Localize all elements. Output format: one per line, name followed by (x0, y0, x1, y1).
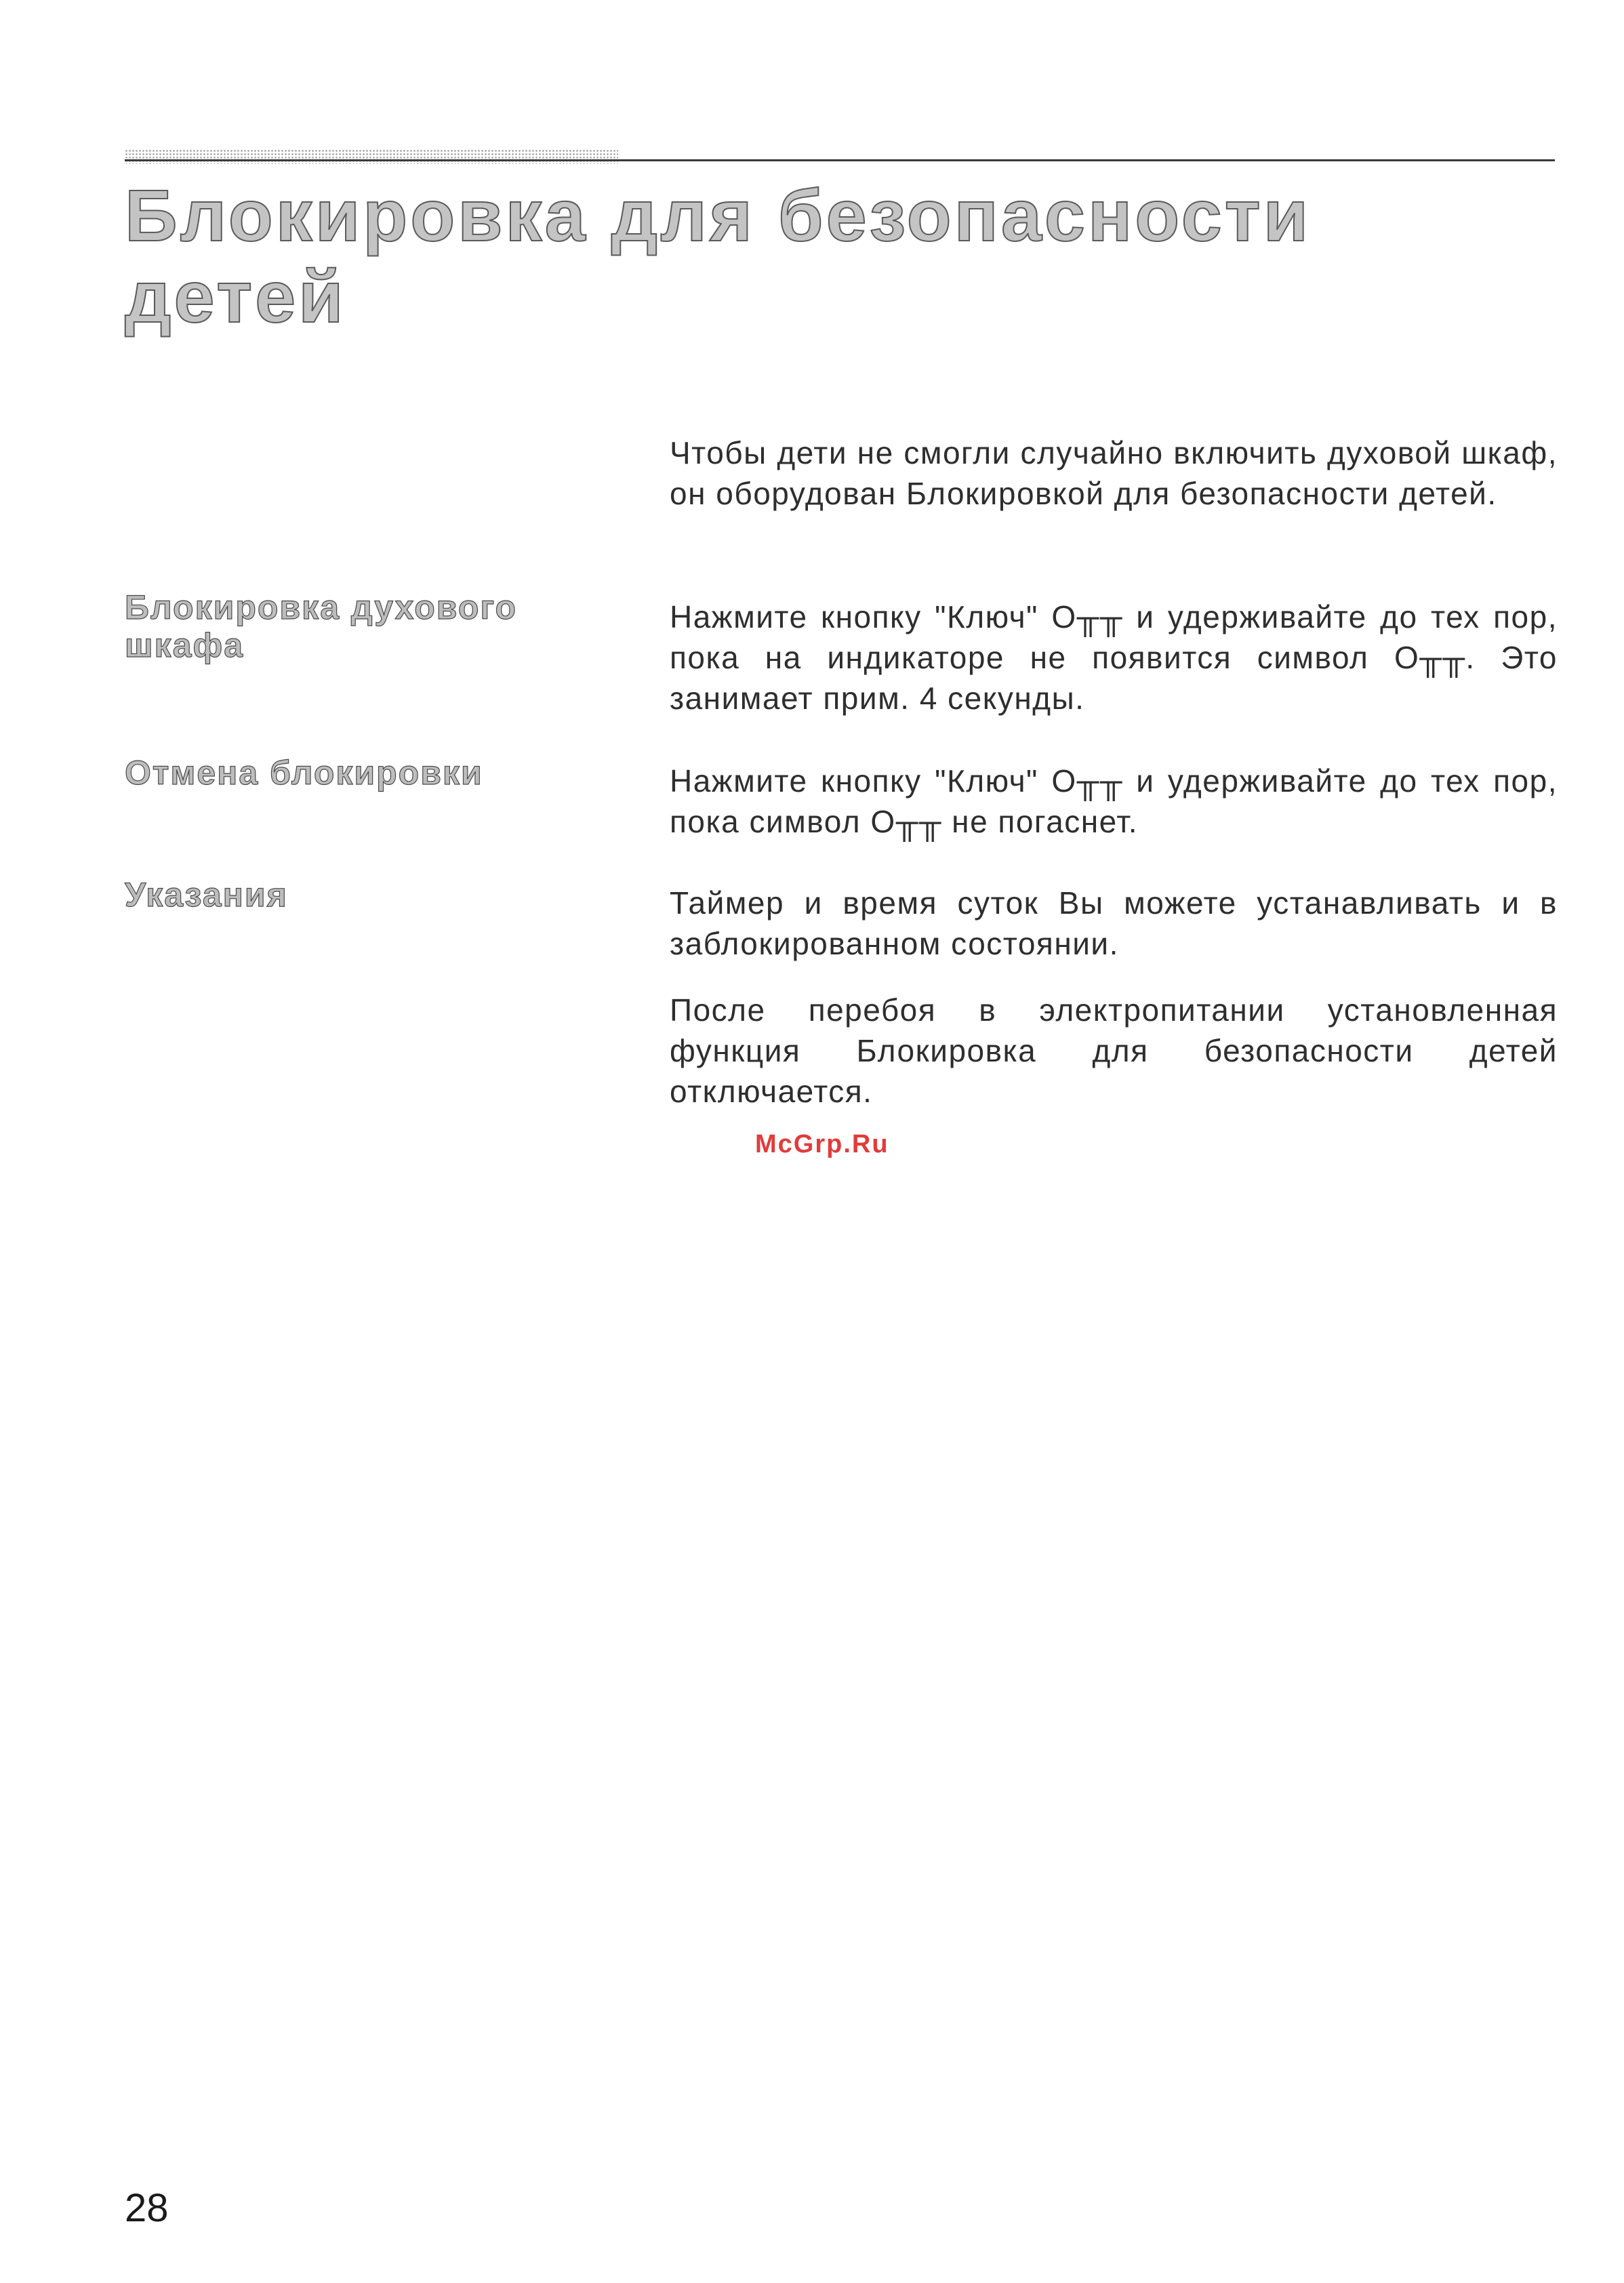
section-text-notes-1: Таймер и время суток Вы можете устанавливать и в заблокированном состоянии. (670, 885, 1558, 961)
section-label-unlock: Отмена блокировки (125, 754, 483, 792)
section-label-oven-lock: Блокировка духового шкафа (125, 588, 518, 664)
header-rule (125, 159, 1555, 161)
watermark-link[interactable]: McGrp.Ru (755, 1130, 889, 1158)
intro-paragraph: Чтобы дети не смогли случайно включить духовой шкаф, он оборудован Блокировкой для безопасности детей. (670, 435, 1558, 511)
section-text-notes-2: После перебоя в электропитании установленная функция Блокировка для безопасности детей отключается. (670, 992, 1558, 1109)
section-text-oven-lock: Нажмите кнопку "Ключ" О╥╥ и удерживайте до тех пор, пока на индикаторе не появится символ О╥╥. Это занимает прим. 4 секунды. (670, 599, 1558, 716)
section-text-unlock: Нажмите кнопку "Ключ" О╥╥ и удерживайте до тех пор, пока символ О╥╥ не погаснет. (670, 763, 1558, 839)
page-number: 28 (125, 2186, 169, 2230)
section-label-notes: Указания (125, 876, 288, 914)
header-dotted-bar (125, 149, 618, 164)
page-title: Блокировка для безопасности детей (125, 174, 1312, 338)
